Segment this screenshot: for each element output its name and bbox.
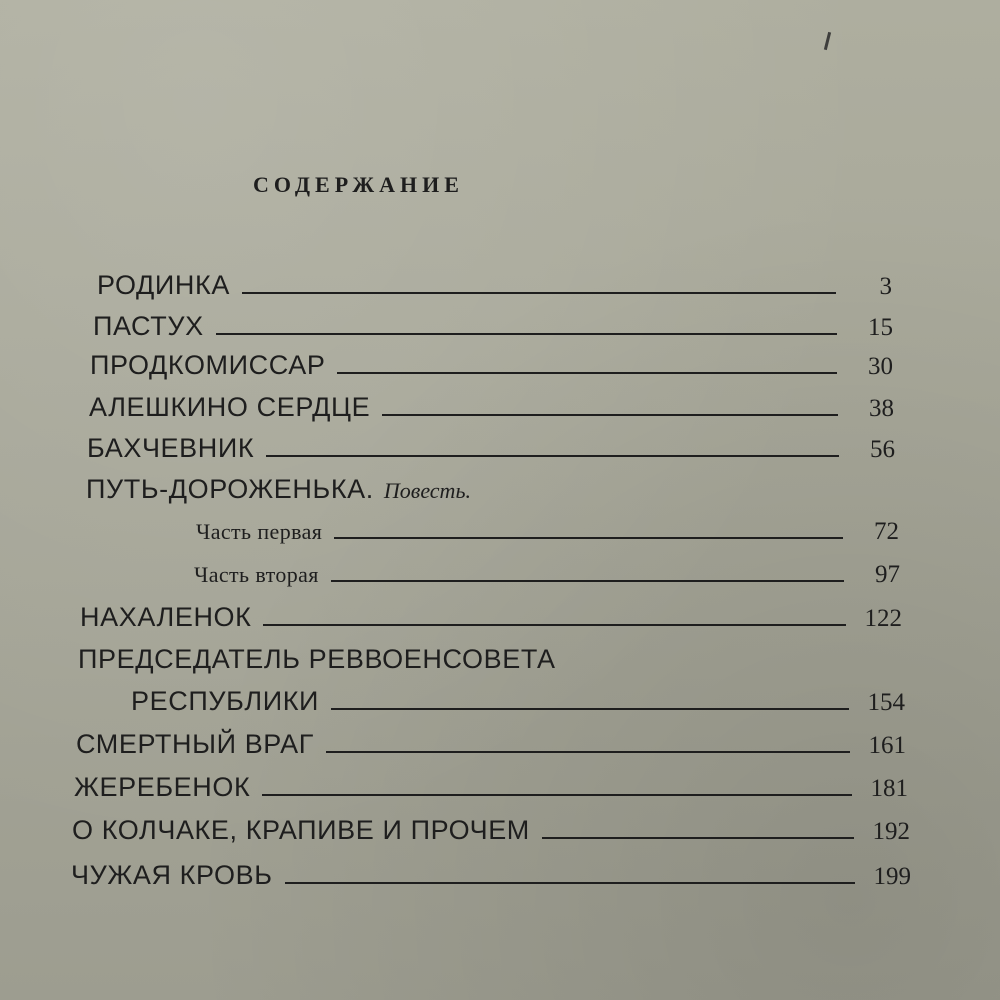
toc-entry-prodkomissar [90,350,893,390]
toc-entry-title: НАХАЛЕНОК [80,602,252,632]
toc-entry-note: Повесть. [383,478,471,503]
toc-page-number: 56 [870,436,895,463]
toc-subentry-title: Часть первая [196,519,323,544]
pencil-mark [824,32,831,50]
toc-page-number: 154 [867,689,905,716]
toc-entry-aleshkino-serdtse [89,392,894,432]
toc-entry-title: ПРЕДСЕДАТЕЛЬ РЕВВОЕНСОВЕТА [78,644,556,674]
toc-entry-title: ЧУЖАЯ КРОВЬ [71,860,273,890]
leader-line [542,836,854,839]
toc-entry-zherebenok [74,772,908,812]
toc-page-number: 38 [869,395,894,422]
toc-entry-respubliki [131,686,905,726]
toc-entry-pastukh [93,311,893,351]
leader-line [242,291,836,294]
leader-line [337,371,837,374]
toc-entry-title: АЛЕШКИНО СЕРДЦЕ [89,392,371,422]
leader-line [216,332,837,335]
toc-entry-title: О КОЛЧАКЕ, КРАПИВЕ И ПРОЧЕМ [72,815,530,845]
leader-line [326,750,850,753]
toc-entry-predsedatel [78,644,678,684]
toc-subentry-part-two [194,561,900,601]
leader-line [331,579,844,582]
toc-entry-o-kolchake [72,815,910,855]
toc-entry-rodinka [97,270,892,310]
toc-entry-title: РЕСПУБЛИКИ [131,686,320,716]
toc-title: СОДЕРЖАНИЕ [253,172,464,197]
toc-entry-title: СМЕРТНЫЙ ВРАГ [76,729,314,759]
toc-entry-title: ПУТЬ-ДОРОЖЕНЬКА. [86,474,374,504]
toc-entry-chuzhaya-krov [71,860,911,900]
leader-line [334,536,843,539]
toc-page-number: 3 [879,273,892,300]
toc-page-number: 72 [874,518,899,545]
toc-page-number: 30 [868,353,893,380]
toc-page-number: 15 [868,314,893,341]
toc-entry-nakhalenok [80,602,902,642]
toc-entry-title: ПАСТУХ [93,311,204,341]
toc-page-number: 192 [872,818,910,845]
toc-page-number: 181 [870,775,908,802]
leader-line [331,707,849,710]
toc-entry-title: ЖЕРЕБЕНОК [74,772,251,802]
toc-entry-smertny-vrag [76,729,906,769]
leader-line [262,793,852,796]
leader-line [382,413,838,416]
toc-entry-put-dorozhenka [86,474,786,514]
leader-line [263,623,846,626]
toc-page-number: 199 [873,863,911,890]
toc-page-number: 122 [864,605,902,632]
toc-entry-title: ПРОДКОМИССАР [90,350,326,380]
toc-subentry-title: Часть вторая [194,562,319,587]
toc-page-number: 97 [875,561,900,588]
toc-subentry-part-one [196,518,899,558]
leader-line [285,881,855,884]
leader-line [266,454,839,457]
toc-entry-title: РОДИНКА [97,270,230,300]
toc-entry-title: БАХЧЕВНИК [87,433,255,463]
toc-page-number: 161 [868,732,906,759]
toc-entry-bakhchevnik [87,433,895,473]
